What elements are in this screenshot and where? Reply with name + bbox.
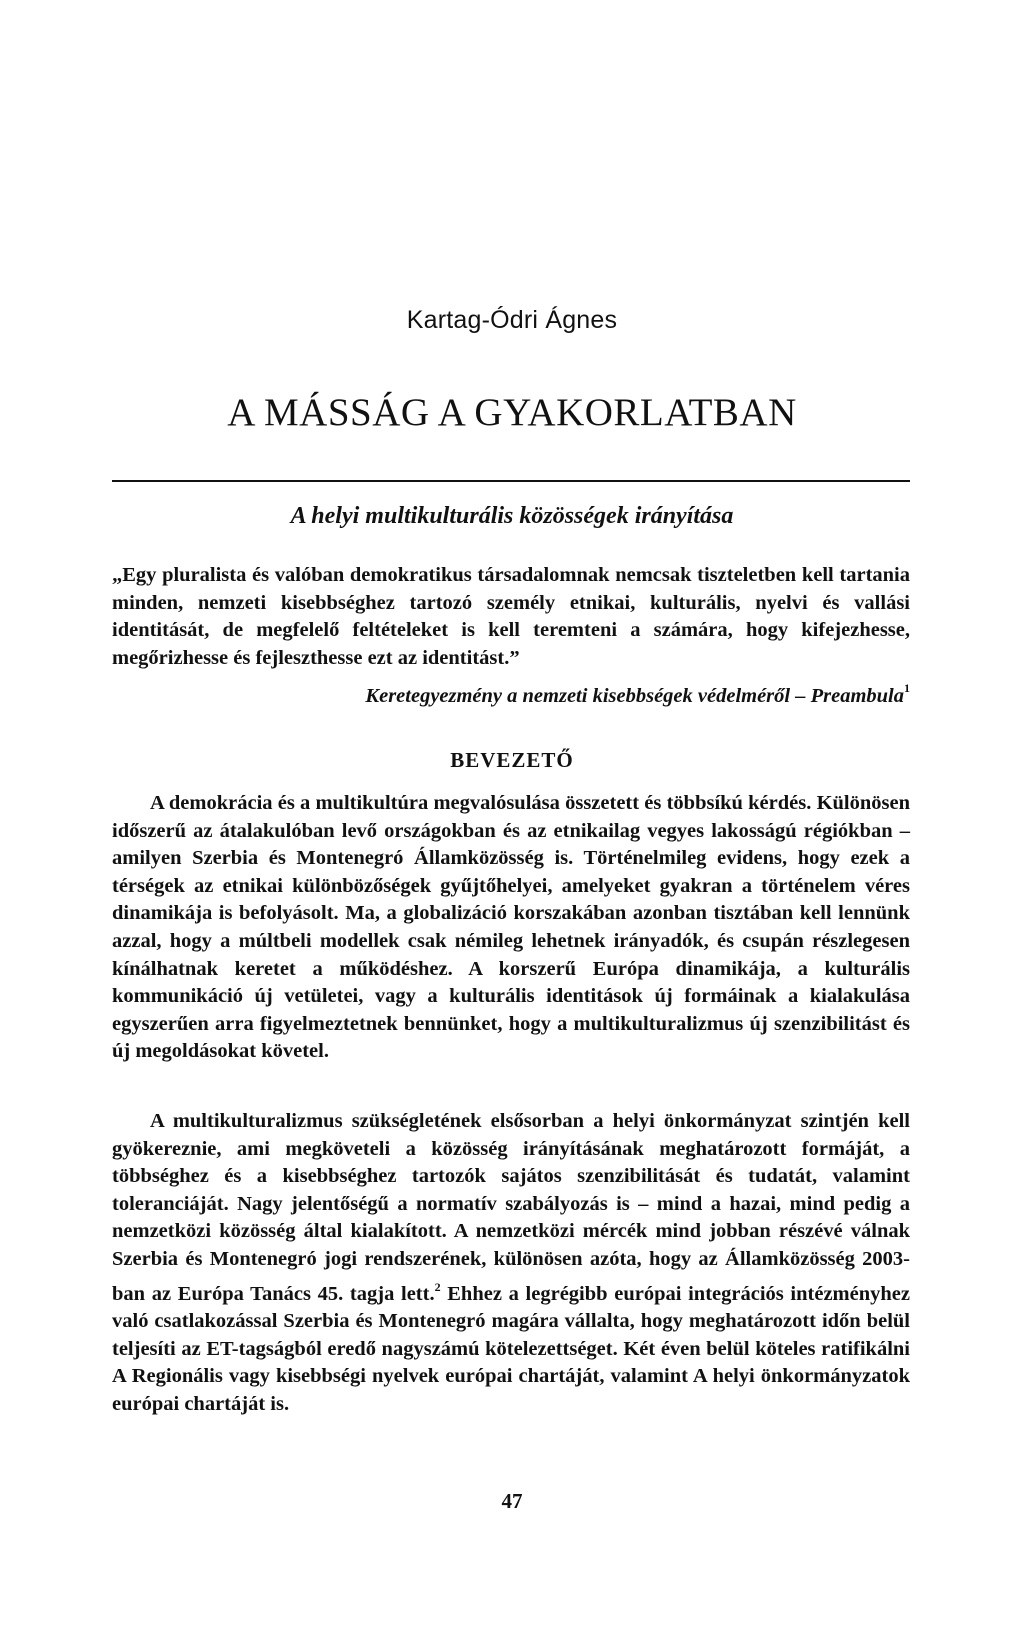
epigraph-source <box>365 681 910 708</box>
paragraph-text: A multikulturalizmus szükségletének elsősorban a helyi önkormányzat szintjén kell gyökereznie, ami megköveteli a közösség irányításának meghatározott formáját, a többséghez és a kisebbséghez tartozók sajátos szenzibilitását és tudatát, valamint toleranciáját. Nagy jelentőségű a normatív szabályozás is – mind a hazai, mind pedig a nemzetközi közösség által kialakított. A nemzetközi mércék mind jobban részévé válnak Szerbia és Montenegró jogi rendszerének, különösen azóta, hogy az Államközösség 2003-ban az Európa Tanács 45. tagja lett. <box>112 1110 910 1305</box>
epigraph-quote: „Egy pluralista és valóban demokratikus társadalomnak nemcsak tiszteletben kell tartania minden, nemzeti kisebbséghez tartozó személy etnikai, kulturális, nyelvi és vallási identitását, de megfelelő feltételeket is kell teremteni a számára, hogy kifejezhesse, megőrizhesse és fejleszthesse ezt az identitást.” <box>112 564 910 669</box>
body-paragraph: A demokrácia és a multikultúra megvalósulása összetett és többsíkú kérdés. Különösen időszerű az átalakulóban levő országokban és az etnikailag vegyes lakosságú régiókban – amilyen Szerbia és Montenegró Államközösség is. Történelmileg evidens, hogy ezek a térségek az etnikai különbözőségek gyűjtőhelyei, amelyeket gyakran a történelem véres dinamikája is befolyásolt. Ma, a globalizáció korszakában azonban tisztában kell lennünk azzal, hogy a múltbeli modellek csak némileg lehetnek irányadók, és csupán részlegesen kínálhatnak keretet a működéshez. A korszerű Európa dinamikája, a kulturális kommunikáció új vetületei, vagy a kulturális identitások új formáinak a kialakulása egyszerűen arra figyelmeztetnek bennünket, hogy a multikulturalizmus új szenzibilitást és új megoldásokat követel. <box>112 792 910 1063</box>
author-name: Kartag-Ódri Ágnes <box>406 306 618 334</box>
title-divider <box>112 480 910 482</box>
article-title: A MÁSSÁG A GYAKORLATBAN <box>227 391 797 434</box>
paragraph-text: Ehhez a legrégibb európai integrációs intézményhez való csatlakozással Szerbia és Montenegró magára vállalta, hogy meghatározott időn belül teljesíti az ET-tagságból eredő nagyszámú kötelezettséget. Két éven belül köteles ratifikálni A Regionális vagy kisebbségi nyelvek európai chartáját, valamint A helyi önkormányzatok európai chartáját is. <box>112 1282 910 1415</box>
body-paragraph <box>112 1108 910 1419</box>
footnote-marker: 1 <box>904 681 910 695</box>
section-heading: BEVEZETŐ <box>450 748 574 772</box>
footnote-marker: 2 <box>434 1279 441 1294</box>
epigraph-source-text: Keretegyezmény a nemzeti kisebbségek védelméről – Preambula <box>365 685 904 707</box>
page-number: 47 <box>501 1489 523 1513</box>
article-subtitle: A helyi multikulturális közösségek irányítása <box>290 503 734 529</box>
